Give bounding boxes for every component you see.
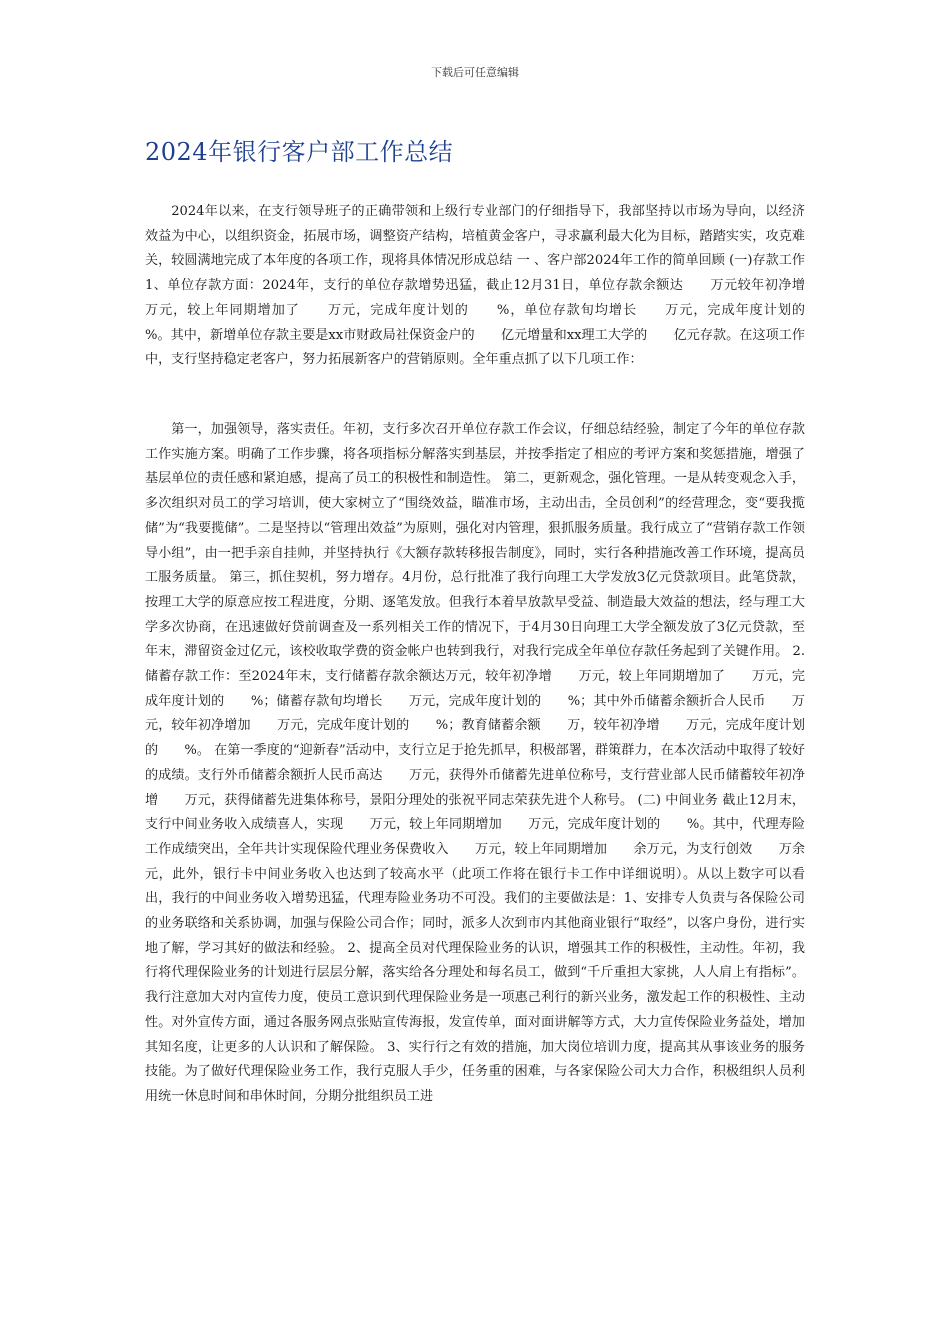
body-paragraph-main: 第一，加强领导，落实责任。年初，支行多次召开单位存款工作会议，仔细总结经验，制定了今年的单位存款工作实施方案。明确了工作步骤，将各项指标分解落实到基层，并按季指定了相应的考评方案和奖惩措施，增强了基层单位的责任感和紧迫感，提高了员工的积极性和制造性。 第二，更新观念，强化管理。一是从转变观念入手，多次组织对员工的学习培训，使大家树立了“围绕效益，瞄准市场，主动出击，全员创利”的经营理念，变“要我揽储”为“我要揽储”。二是坚持以“管理出效益”为原则，强化对内管理，狠抓服务质量。我行成立了“营销存款工作领导小组”，由一把手亲自挂帅，并坚持执行《大额存款转移报告制度》，同时，实行各种措施改善工作环境，提高员工服务质量。 第三，抓住契机，努力增存。4月份，总行批准了我行向理工大学发放3亿元贷款项目。此笔贷款，按理工大学的原意应按工程进度，分期、逐笔发放。但我行本着早放款早受益、制造最大效益的想法，经与理工大学多次协商，在迅速做好贷前调查及一系列相关工作的情况下，于4月30日向理工大学全额发放了3亿元贷款，至年末，滞留资金过亿元，该校收取学费的资金帐户也转到我行，对我行完成全年单位存款任务起到了关键作用。 2. 储蓄存款工作：至2024年末，支行储蓄存款余额达万元，较年初净增 万元，较上年同期增加了 万元，完成年度计划的 %；储蓄存款旬均增长 万元，完成年度计划的 %；其中外币储蓄余额折合人民币 万元，较年初净增加 万元，完成年度计划的 %；教育储蓄余额 万，较年初净增 万元，完成年度计划的 %。 在第一季度的“迎新春”活动中，支行立足于抢先抓早，积极部署，群策群力，在本次活动中取得了较好的成绩。支行外币储蓄余额折人民币高达 万元，获得外币储蓄先进单位称号，支行营业部人民币储蓄较年初净增 万元，获得储蓄先进集体称号，景阳分理处的张祝平同志荣获先进个人称号。 (二) 中间业务 截止12月末，支行中间业务收入成绩喜人，实现 万元，较上年同期增加 万元，完成年度计划的 %。其中，代理寿险工作成绩突出，全年共计实现保险代理业务保费收入 万元，较上年同期增加 余万元，为支行创效 万余元，此外，银行卡中间业务收入也达到了较高水平（此项工作将在银行卡工作中详细说明）。从以上数字可以看出，我行的中间业务收入增势迅猛，代理寿险业务功不可没。我们的主要做法是：1、安排专人负责与各保险公司的业务联络和关系协调，加强与保险公司合作；同时，派多人次到市内其他商业银行“取经”，以客户身份，进行实地了解，学习其好的做法和经验。 2、提高全员对代理保险业务的认识，增强其工作的积极性，主动性。年初，我行将代理保险业务的计划进行层层分解，落实给各分理处和每名员工，做到“千斤重担大家挑，人人肩上有指标”。我行注意加大对内宣传力度，使员工意识到代理保险业务是一项惠己利行的新兴业务，激发起工作的积极性、主动性。对外宣传方面，通过各服务网点张贴宣传海报，发宣传单，面对面讲解等方式，大力宣传保险业务益处，增加其知名度，让更多的人认识和了解保险。 3、实行行之有效的措施，加大岗位培训力度，提高其从事该业务的服务技能。为了做好代理保险业务工作，我行克服人手少，任务重的困难，与各家保险公司大力合作，积极组织人员利用统一休息时间和串休时间，分期分批组织员工进 bbox=[145, 422, 805, 1104]
header-note: 下载后可任意编辑 bbox=[431, 66, 519, 79]
document-title: 2024年银行客户部工作总结 bbox=[145, 138, 454, 166]
body-paragraph-intro: 2024年以来，在支行领导班子的正确带领和上级行专业部门的仔细指导下，我部坚持以市场为导向，以经济效益为中心，以组织资金，拓展市场，调整资产结构，培植黄金客户，寻求赢利最大化为目标，踏踏实实，攻克难关，较圆满地完成了本年度的各项工作，现将具体情况形成总结 一 、客户部2024年工作的简单回顾 (一)存款工作 1、单位存款方面：2024年，支行的单位存款增势迅猛，截止12月31日，单位存款余额达 万元较年初净增 万元，较上年同期增加了 万元，完成年度计划的 %，单位存款旬均增长 万元，完成年度计划的 %。其中，新增单位存款主要是xx市财政局社保资金户的 亿元增量和xx理工大学的 亿元存款。在这项工作中，支行坚持稳定老客户，努力拓展新客户的营销原则。全年重点抓了以下几项工作： bbox=[145, 204, 832, 368]
